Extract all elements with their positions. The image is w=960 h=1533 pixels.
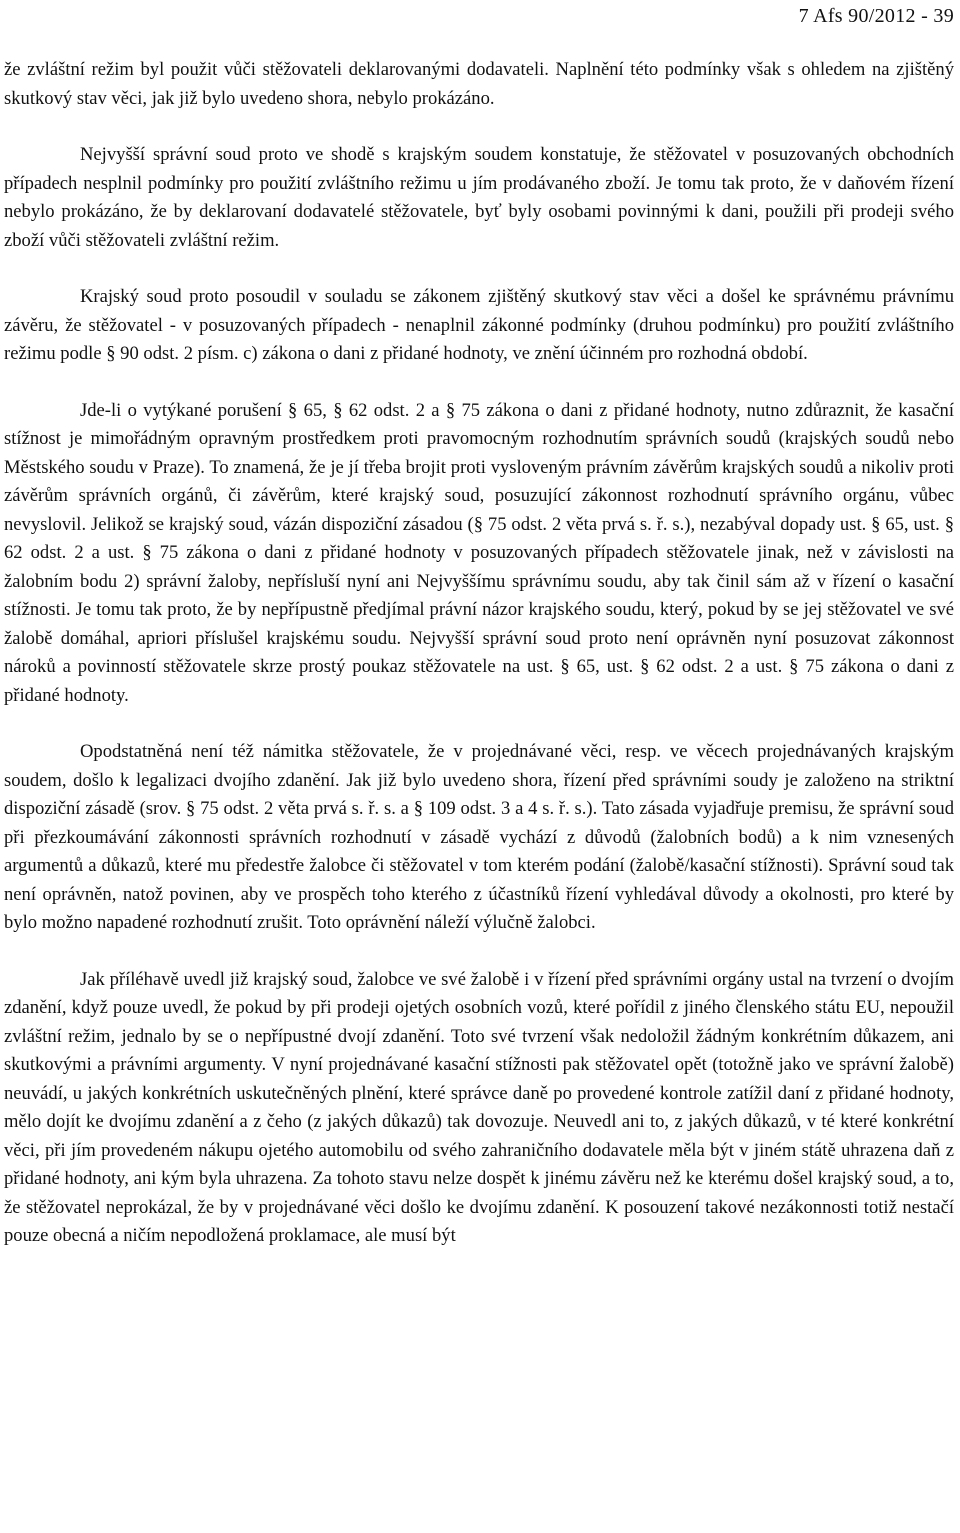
paragraph-double-taxation-evidence: Jak příléhavě uvedl již krajský soud, žalobce ve své žalobě i v řízení před správními orgány ustal na tvrzení o dvojím zdanění, když pouze uvedl, že pokud by při prodeji ojetých osobních vozů, které pořídil z jiného členského státu EU, nepoužil zvláštní režim, jednalo by se o nepřípustné dvojí zdanění. Toto své tvrzení však nedoložil žádným konkrétním důkazem, ani skutkovými a právními argumenty. V nyní projednávané kasační stížnosti pak stěžovatel opět (totožně jako ve správní žalobě) neuvádí, u jakých konkrétních uskutečněných plnění, které správce daně po provedené kontrole zatížil daní z přidané hodnoty, mělo dojít ke dvojímu zdanění a z čeho (z jakých důkazů) tak dovozuje. Neuvedl ani to, z jakých důkazů, v té které konkrétní věci, při jím provedeném nákupu ojetého automobilu od svého zahraničního dodavatele měla být v jiném státě uhrazena daň z přidané hodnoty, ani kým byla uhrazena. Za tohoto stavu nelze dospět k jinému závěru než ke kterému došel krajský soud, a to, že stěžovatel neprokázal, že by v projednávané věci došlo ke dvojímu zdanění. K posouzení takové nezákonnosti totiž nestačí pouze obecná a ničím nepodložená proklamace, ale musí být [4, 968, 954, 1246]
paragraph-double-taxation-objection: Opodstatněná není též námitka stěžovatele, že v projednávané věci, resp. ve věcech projednávaných krajským soudem, došlo k legalizaci dvojího zdanění. Jak již bylo uvedeno shora, řízení před správními soudy je založeno na striktní dispoziční zásadě (srov. § 75 odst. 2 věta prvá s. ř. s. a § 109 odst. 3 a 4 s. ř. s.). Tato zásada vyjadřuje premisu, že správní soud při přezkoumávání zákonnosti správních rozhodnutí v zásadě vychází z důvodů (žalobních bodů) a k nim vznesených argumentů a důkazů, které mu předestře žalobce či stěžovatel v tom kterém podání (žalobě/kasační stížnosti). Správní soud tak není oprávněn, natož povinen, aby ve prospěch toho kterého z účastníků řízení vyhledával důvody a okolnosti, pro které by bylo možno napadené rozhodnutí zrušit. Toto oprávnění náleží výlučně žalobci. [4, 741, 954, 933]
paragraph-continuation: že zvláštní režim byl použit vůči stěžovateli deklarovanými dodavateli. Naplnění této podmínky však s ohledem na zjištěný skutkový stav věci, jak již bylo uvedeno shora, nebylo prokázáno. [4, 59, 954, 109]
document-body [4, 56, 954, 1251]
paragraph-regional-court-assessment: Krajský soud proto posoudil v souladu se zákonem zjištěný skutkový stav věci a došel ke správnému právnímu závěru, že stěžovatel - v posuzovaných případech - nenaplnil zákonné podmínky (druhou podmínku) pro použití zvláštního režimu podle § 90 odst. 2 písm. c) zákona o dani z přidané hodnoty, ve znění účinném pro rozhodná období. [4, 286, 954, 364]
case-number-header: 7 Afs 90/2012 - 39 [798, 5, 954, 27]
paragraph-conditions-not-met: Nejvyšší správní soud proto ve shodě s krajským soudem konstatuje, že stěžovatel v posuzovaných obchodních případech nesplnil podmínky pro použití zvláštního režimu u jím prodávaného zboží. Je tomu tak proto, že v daňovém řízení nebylo prokázáno, že by deklarovaní dodavatelé stěžovatele, byť byly osobami povinnými k dani, použili při prodeji svého zboží vůči stěžovateli zvláštní režim. [4, 144, 954, 251]
paragraph-cassation-complaint-scope: Jde-li o vytýkané porušení § 65, § 62 odst. 2 a § 75 zákona o dani z přidané hodnoty, nutno zdůraznit, že kasační stížnost je mimořádným opravným prostředkem proti pravomocným rozhodnutím správních soudů (krajských soudů nebo Městského soudu v Praze). To znamená, že je jí třeba brojit proti vysloveným právním závěrům krajských soudů a nikoliv proti závěrům správních orgánů, či závěrům, které krajský soud, posuzující zákonnost rozhodnutí správního orgánu, vůbec nevyslovil. Jelikož se krajský soud, vázán dispoziční zásadou (§ 75 odst. 2 věta prvá s. ř. s.), nezabýval dopady ust. § 65, ust. § 62 odst. 2 a ust. § 75 zákona o dani z přidané hodnoty v posuzovaných případech stěžovatele jinak, než v závislosti na žalobním bodu 2) správní žaloby, nepřísluší nyní ani Nejvyššímu správnímu soudu, aby tak činil sám až v řízení o kasační stížnosti. Je tomu tak proto, že by nepřípustně předjímal právní názor krajského soudu, který, pokud by se jej stěžovatel ve své žalobě domáhal, apriori příslušel krajskému soudu. Nejvyšší správní soud proto není oprávněn nyní posuzovat zákonnost nároků a povinností stěžovatele skrze prostý poukaz stěžovatele na ust. § 65, ust. § 62 odst. 2 a ust. § 75 zákona o dani z přidané hodnoty. [4, 399, 954, 706]
